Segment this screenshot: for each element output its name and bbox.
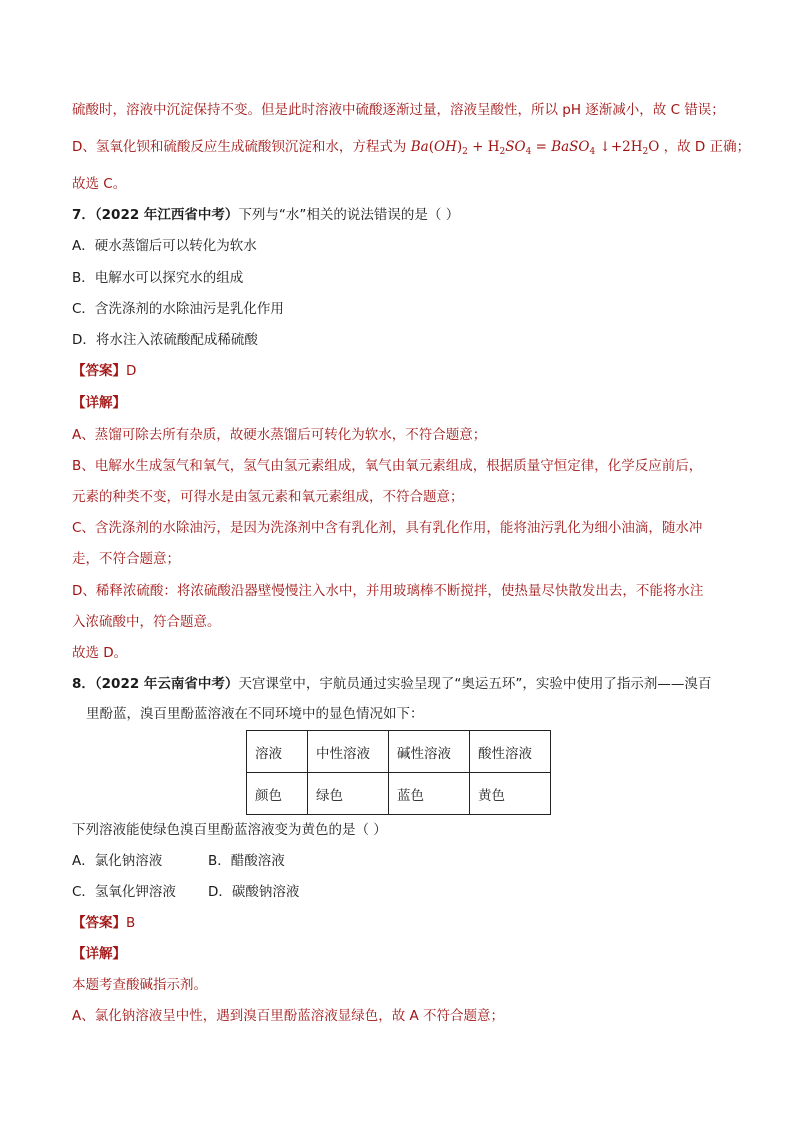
q8-stem-1 <box>72 674 734 694</box>
table-cell: 溶液 <box>247 731 308 773</box>
q8-answer <box>72 913 734 933</box>
q8-stem-2: 里酚蓝，溴百里酚蓝溶液在不同环境中的显色情况如下： <box>86 706 424 722</box>
table-cell: 黄色 <box>470 773 551 815</box>
q6-option-d-explanation <box>72 137 751 157</box>
q7-answer-label: 【答案】 <box>72 363 126 379</box>
q6-d-text: D、氢氧化钡和硫酸反应生成硫酸钡沉淀和水，方程式为 <box>72 139 407 155</box>
q7-detail-label: 【详解】 <box>72 395 126 411</box>
q8-option-c: C．氢氧化钾溶液 <box>72 884 176 900</box>
q8-answer-label: 【答案】 <box>72 915 126 931</box>
q7-detail-b1: B、电解水生成氢气和氧气，氢气由氢元素组成，氧气由氧元素组成，根据质量守恒定律，化学反应前后， <box>72 458 703 474</box>
q7-detail-c2: 走，不符合题意； <box>72 551 180 567</box>
q8-detail-a: A、氯化钠溶液呈中性，遇到溴百里酚蓝溶液显绿色，故 A 不符合题意； <box>72 1008 505 1024</box>
q7-option-a: A．硬水蒸馏后可以转化为软水 <box>72 238 257 254</box>
table-cell: 中性溶液 <box>308 731 389 773</box>
q7-option-c: C．含洗涤剂的水除油污是乳化作用 <box>72 301 284 317</box>
table-cell: 颜色 <box>247 773 308 815</box>
table-cell: 碱性溶液 <box>389 731 470 773</box>
q7-option-b: B．电解水可以探究水的组成 <box>72 270 244 286</box>
q7-answer <box>72 361 734 381</box>
q8-source: （2022 年云南省中考） <box>94 676 239 692</box>
q7-source: （2022 年江西省中考） <box>94 207 239 223</box>
q8-detail-label: 【详解】 <box>72 946 126 962</box>
q8-stem-text: 天宫课堂中，宇航员通过实验呈现了“奥运五环”，实验中使用了指示剂——溴百 <box>238 676 712 692</box>
q8-question: 下列溶液能使绿色溴百里酚蓝溶液变为黄色的是（ ） <box>72 822 387 838</box>
q7-detail-d1: D、稀释浓硫酸：将浓硫酸沿器壁慢慢注入水中，并用玻璃棒不断搅拌，使热量尽快散发出去，不能将水注 <box>72 583 704 599</box>
table-cell: 绿色 <box>308 773 389 815</box>
table-cell: 酸性溶液 <box>470 731 551 773</box>
q8-option-d: D．碳酸钠溶液 <box>208 884 300 900</box>
q7-detail-c1: C、含洗涤剂的水除油污，是因为洗涤剂中含有乳化剂，具有乳化作用，能将油污乳化为细小油滴，随水冲 <box>72 520 703 536</box>
chemical-equation: $Ba(OH)_2 + H_2SO_4$ = BaSO$_4$ $↓+2H_2O$ <box>410 139 660 157</box>
q6-d-text-end: ，故 D 正确； <box>663 139 751 155</box>
q8-option-b: B．醋酸溶液 <box>208 853 285 869</box>
q6-option-c-explanation: 硫酸时，溶液中沉淀保持不变。但是此时溶液中硫酸逐渐过量，溶液呈酸性，所以 pH 逐渐减小，故 C 错误； <box>72 102 725 118</box>
q7-detail-b2: 元素的种类不变，可得水是由氢元素和氧元素组成，不符合题意； <box>72 489 464 505</box>
q7-conclusion: 故选 D。 <box>72 645 128 661</box>
q7-option-d: D．将水注入浓硫酸配成稀硫酸 <box>72 332 258 348</box>
q7-number: 7． <box>72 207 95 223</box>
indicator-color-table <box>246 730 551 815</box>
q7-stem <box>72 205 734 225</box>
q8-detail-intro: 本题考查酸碱指示剂。 <box>72 977 207 993</box>
q6-conclusion: 故选 C。 <box>72 176 127 192</box>
table-row <box>247 731 551 773</box>
q8-options-row-1 <box>72 851 734 871</box>
q8-options-row-2 <box>72 882 734 902</box>
table-cell: 蓝色 <box>389 773 470 815</box>
q7-detail-d2: 入浓硫酸中，符合题意。 <box>72 614 221 630</box>
q7-detail-a: A、蒸馏可除去所有杂质，故硬水蒸馏后可转化为软水，不符合题意； <box>72 427 487 443</box>
q8-answer-value: B <box>126 915 136 931</box>
table-row <box>247 773 551 815</box>
q8-option-a: A．氯化钠溶液 <box>72 853 163 869</box>
q7-question: 下列与“水”相关的说法错误的是（ ） <box>238 207 460 223</box>
q7-answer-value: D <box>126 363 137 379</box>
q8-number: 8． <box>72 676 95 692</box>
